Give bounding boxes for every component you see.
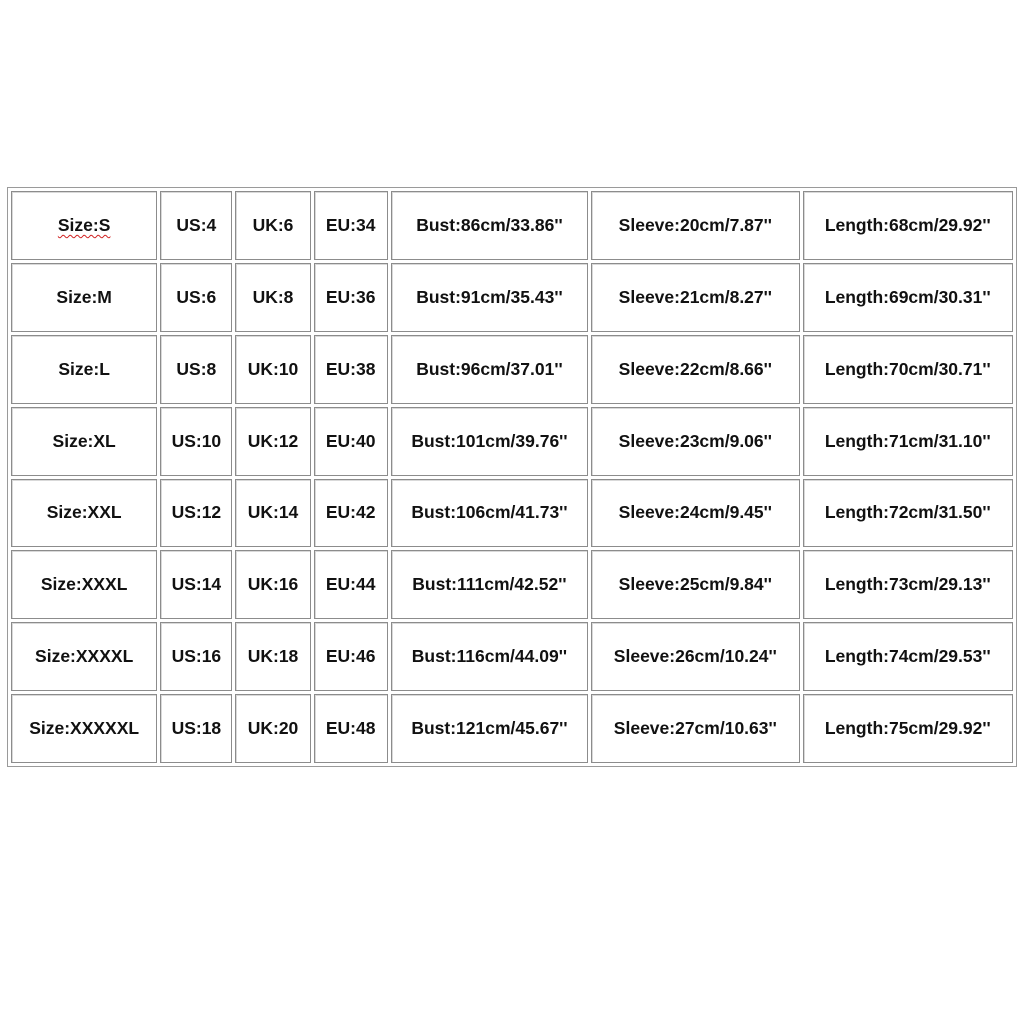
length-cell: Length:71cm/31.10'' (803, 407, 1013, 476)
eu-size-cell: EU:44 (314, 550, 388, 619)
eu-size-cell: EU:40 (314, 407, 388, 476)
length-cell: Length:72cm/31.50'' (803, 479, 1013, 548)
bust-cell: Bust:111cm/42.52'' (391, 550, 588, 619)
length-cell: Length:74cm/29.53'' (803, 622, 1013, 691)
eu-size-cell: EU:38 (314, 335, 388, 404)
size-chart-table (7, 187, 1017, 767)
bust-cell: Bust:101cm/39.76'' (391, 407, 588, 476)
uk-size-cell: UK:12 (235, 407, 310, 476)
table-row (11, 335, 1013, 404)
length-cell: Length:69cm/30.31'' (803, 263, 1013, 332)
uk-size-cell: UK:8 (235, 263, 310, 332)
length-cell: Length:75cm/29.92'' (803, 694, 1013, 763)
eu-size-cell: EU:34 (314, 191, 388, 260)
uk-size-cell: UK:18 (235, 622, 310, 691)
sleeve-cell: Sleeve:21cm/8.27'' (591, 263, 799, 332)
size-cell: Size:L (11, 335, 157, 404)
table-row (11, 479, 1013, 548)
bust-cell: Bust:86cm/33.86'' (391, 191, 588, 260)
us-size-cell: US:16 (160, 622, 232, 691)
eu-size-cell: EU:36 (314, 263, 388, 332)
table-row (11, 550, 1013, 619)
sleeve-cell: Sleeve:26cm/10.24'' (591, 622, 799, 691)
size-cell: Size:XXL (11, 479, 157, 548)
sleeve-cell: Sleeve:23cm/9.06'' (591, 407, 799, 476)
length-cell: Length:68cm/29.92'' (803, 191, 1013, 260)
sleeve-cell: Sleeve:24cm/9.45'' (591, 479, 799, 548)
uk-size-cell: UK:6 (235, 191, 310, 260)
us-size-cell: US:18 (160, 694, 232, 763)
us-size-cell: US:10 (160, 407, 232, 476)
uk-size-cell: UK:16 (235, 550, 310, 619)
eu-size-cell: EU:46 (314, 622, 388, 691)
size-cell: Size:XL (11, 407, 157, 476)
uk-size-cell: UK:14 (235, 479, 310, 548)
sleeve-cell: Sleeve:25cm/9.84'' (591, 550, 799, 619)
bust-cell: Bust:106cm/41.73'' (391, 479, 588, 548)
us-size-cell: US:14 (160, 550, 232, 619)
uk-size-cell: UK:20 (235, 694, 310, 763)
us-size-cell: US:4 (160, 191, 232, 260)
us-size-cell: US:8 (160, 335, 232, 404)
size-cell: Size:M (11, 263, 157, 332)
sleeve-cell: Sleeve:20cm/7.87'' (591, 191, 799, 260)
size-cell: Size:XXXXL (11, 622, 157, 691)
us-size-cell: US:6 (160, 263, 232, 332)
table-row (11, 263, 1013, 332)
table-row (11, 694, 1013, 763)
table-row (11, 407, 1013, 476)
size-cell: Size:XXXL (11, 550, 157, 619)
length-cell: Length:73cm/29.13'' (803, 550, 1013, 619)
size-cell: Size:XXXXXL (11, 694, 157, 763)
bust-cell: Bust:96cm/37.01'' (391, 335, 588, 404)
sleeve-cell: Sleeve:22cm/8.66'' (591, 335, 799, 404)
size-cell (11, 191, 157, 260)
bust-cell: Bust:121cm/45.67'' (391, 694, 588, 763)
table-row (11, 622, 1013, 691)
table-row (11, 191, 1013, 260)
sleeve-cell: Sleeve:27cm/10.63'' (591, 694, 799, 763)
length-cell: Length:70cm/30.71'' (803, 335, 1013, 404)
eu-size-cell: EU:48 (314, 694, 388, 763)
bust-cell: Bust:116cm/44.09'' (391, 622, 588, 691)
eu-size-cell: EU:42 (314, 479, 388, 548)
us-size-cell: US:12 (160, 479, 232, 548)
bust-cell: Bust:91cm/35.43'' (391, 263, 588, 332)
size-label: Size:S (57, 214, 111, 235)
uk-size-cell: UK:10 (235, 335, 310, 404)
